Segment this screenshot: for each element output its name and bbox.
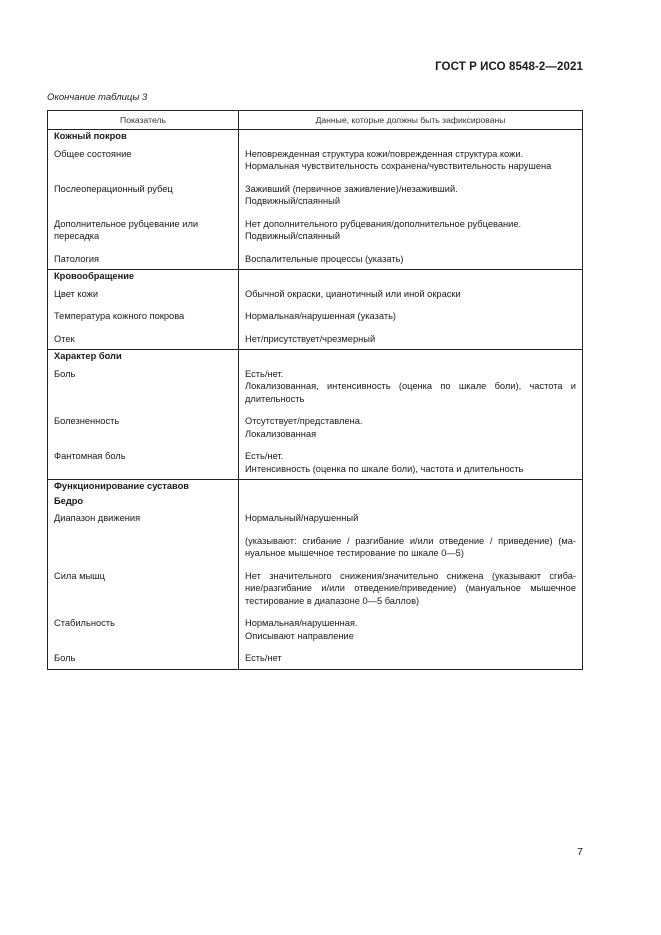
indicator-cell: Боль [48,363,239,411]
table-row [48,445,583,480]
section-circulation [48,270,583,350]
section-header-row [48,350,583,363]
section-title: Характер боли [48,350,239,363]
data-cell: Нормальный/нарушенный [239,507,583,530]
table-row [48,647,583,669]
table-row [48,213,583,248]
data-cell: Нормальная/нарушенная (указать) [239,305,583,328]
indicator-cell: Сила мышц [48,565,239,613]
subsection-title: Бедро [48,493,239,508]
indicator-cell: Общее состояние [48,143,239,178]
data-cell: Воспалительные процессы (указать) [239,248,583,270]
table-row [48,143,583,178]
table-row [48,283,583,306]
indicator-cell: Стабильность [48,612,239,647]
indicator-cell: Цвет кожи [48,283,239,306]
section-header-row [48,130,583,143]
data-cell: Неповрежденная структура кожи/поврежденная структура кожи. Нормальная чувствительность сохранена/чувствительность нарушена [239,143,583,178]
indicator-cell: Послеоперационный рубец [48,178,239,213]
table-row [48,507,583,530]
data-cell: Отсутствует/представлена. Локализованная [239,410,583,445]
indicator-cell: Фантомная боль [48,445,239,480]
table-row [48,410,583,445]
indicator-cell: Дополнительное рубцевание или пересадка [48,213,239,248]
column-header-indicator: Показатель [48,111,239,130]
indicator-cell: Патология [48,248,239,270]
data-cell: (указывают: сгибание / разгибание и/или отведение / приведение) (ма- нуальное мышечное тестирование по шкале 0—5) [239,530,583,565]
indicator-cell: Болезненность [48,410,239,445]
data-cell: Заживший (первичное заживление)/незаживший. Подвижный/спаянный [239,178,583,213]
data-cell: Нормальная/нарушенная. Описывают направление [239,612,583,647]
section-skin [48,130,583,270]
table-row [48,565,583,613]
indicator-cell: Боль [48,647,239,669]
table-row [48,248,583,270]
column-header-recorded-data: Данные, которые должны быть зафиксированы [239,111,583,130]
table-row [48,328,583,350]
table-row [48,363,583,411]
data-cell: Обычной окраски, цианотичный или иной окраски [239,283,583,306]
data-cell: Есть/нет [239,647,583,669]
table-row [48,612,583,647]
indicator-cell [48,530,239,565]
section-header-row [48,480,583,493]
document-code-header: ГОСТ Р ИСО 8548-2—2021 [435,61,583,73]
indicator-cell: Отек [48,328,239,350]
table-row [48,178,583,213]
indicator-cell: Диапазон движения [48,507,239,530]
data-cell: Нет значительного снижения/значительно снижена (указывают сгиба- ние/разгибание и/или отведение/приведение) (мануальное мышечное тестирование в диапазоне 0—5 баллов) [239,565,583,613]
indicator-cell: Температура кожного покрова [48,305,239,328]
indicators-table [47,110,583,670]
subsection-header-row [48,493,583,508]
table-row [48,305,583,328]
section-joint-function [48,480,583,670]
section-title: Функционирование суставов [48,480,239,493]
section-title: Кровообращение [48,270,239,283]
data-cell: Есть/нет. Локализованная, интенсивность (оценка по шкале боли), частота и длительность [239,363,583,411]
section-pain [48,350,583,480]
data-cell: Нет/присутствует/чрезмерный [239,328,583,350]
data-cell: Нет дополнительного рубцевания/дополнительное рубцевание. Подвижный/спаянный [239,213,583,248]
page-number: 7 [577,846,583,858]
table-header-row [48,111,583,130]
section-header-row [48,270,583,283]
data-cell: Есть/нет. Интенсивность (оценка по шкале боли), частота и длительность [239,445,583,480]
section-title: Кожный покров [48,130,239,143]
table-caption: Окончание таблицы 3 [47,92,148,103]
table-row [48,530,583,565]
